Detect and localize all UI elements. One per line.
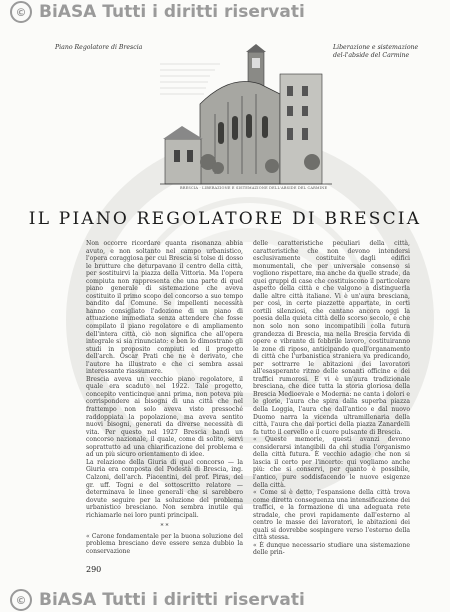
paragraph: « È dunque necessario studiare una sistemazione delle prin- (253, 541, 410, 557)
paragraph: « Carone fondamentale per la buona soluzione del problema bresciano deve essere senza dubbio la conservazione (86, 532, 243, 555)
paragraph: delle caratteristiche peculiari della città, caratteristiche che non devono intendersi esclusivamente costituite dagli edifici monumentali, che per universale consenso si vogliono rispettare, ma anche da quelle strade, da quei gruppi di case che costituiscono il particolare aspetto della città e che valgono a distinguerla dalle altre città italiane. Vi è un'aura bresciana, per così, in certe piazzette appartate, in certi cortili silenziosi, che cantano ancora oggi la poesia della quieta città dello scorso secolo, e che non solo non sono incompatibili colla futura grandezza di Brescia, ma nella Brescia fervida di opere e vibrante di febbrile lavoro, costituiranno le zone di riposo, anticipando quell'organamento di città che l'urbanistica straniera va predicando, per sottrarre le abitazioni dei lavoratori all'esasperante ritmo delle sonanti officine e dei traffici rumorosi. E vi è un'aura tradizionale bresciana, che dice tutta la storia gloriosa della Brescia Medioevale e Moderna: ne canta i dolori e le glorie, l'aura che spira dalla superba piazza della Loggia, l'aura che dall'antico e dal nuovo Duomo narra la vicenda ultramillenaria della città, l'aura che dai portici della piazza Zanardelli fa tutto il cervello e il cuore pulsante di Brescia. (253, 240, 410, 436)
copyright-text: BiASA Tutti i diritti riservati (39, 2, 305, 22)
text-column-left (86, 240, 243, 555)
article-title: IL PIANO REGOLATORE DI BRESCIA (28, 209, 422, 229)
paragraph: « Come si è detto, l'espansione della città trova come diretta conseguenza una intensificazione dei traffici, e la formazione di una adeguata rete stradale, che provi rapidamente dall'esterno al centro le masse dei lavoratori, le abitazioni dei quali si dovrebbe sospingere verso l'esterno della città stessa. (253, 489, 410, 542)
paragraph: La relazione della Giuria di quel concorso — la Giuria era composta del Podestà di Brescia, ing. Calzoni, dell'arch. Piacentini, del prof. Piras, del gr. uff. Togni e del sottoscritto relatore — determinava le linee generali che si sarebbero dovute seguire per la soluzione del problema urbanistico bresciano. Non sembra inutile qui richiamarle nei loro punti principali. (86, 458, 243, 519)
copyright-banner-top (0, 0, 450, 24)
copyright-icon: © (10, 1, 32, 23)
figure-caption-right: Liberazione e sistemazione del-l'abside del Carmine (333, 44, 419, 59)
copyright-banner-bottom (0, 588, 450, 612)
section-separator: * * (160, 523, 169, 531)
copyright-icon: © (10, 589, 32, 611)
copyright-text: BiASA Tutti i diritti riservati (39, 590, 305, 610)
church-apse-drawing (160, 44, 332, 192)
paragraph: « Queste memorie, questi avanzi devono considerarsi intangibili da chi studia l'organismo della città futura. È vecchio adagio che non si lascia il certo per l'incerto: qui vogliamo anche più: che si conservi, per quanto è possibile, l'antico, pure soddisfacendo le nuove esigenze della città. (253, 436, 410, 489)
drawing-caption: BRESCIA · LIBERAZIONE E SISTEMAZIONE DELL'ABSIDE DEL CARMINE (180, 186, 328, 190)
paragraph: Brescia aveva un vecchio piano regolatore, il quale era scaduto nel 1922. Tale progetto, concepito venticinque anni prima, non poteva più corrispondere ai bisogni di una città che nel frattempo non solo aveva visto pressoché raddoppiata la popolazione, ma aveva sentito nuovi bisogni, generati da diverse necessità di vita. Per questo nel 1927 Brescia bandì un concorso nazionale, il quale, come di solito, servì soprattutto ad una chiarificazione del problema e ad un più sicuro orientamento di idee. (86, 375, 243, 459)
figure-caption-left: Piano Regolatore di Brescia (55, 44, 143, 51)
page-number: 290 (86, 565, 102, 574)
text-column-right (253, 240, 410, 557)
paragraph: Non occorre ricordare quanta risonanza abbia avuto, e non soltanto nel campo urbanistico, l'opera coraggiosa per cui Brescia si tolse di dosso le brutture che deturpavano il centro della città, per sostituirvi la piazza della Vittoria. Ma l'opera compiuta non rappresenta che una parte di quel piano generale di sistemazione che aveva costituito il primo scopo del concorso a suo tempo bandito dal Comune. Se impellenti necessità hanno consigliato l'adozione di un piano di attuazione immediata senza attendere che fosse compilato il piano regolatore e di ampliamento dell'intera città, ciò non significa che all'opera integrale si sia rinunciato: e ben lo dimostrano gli studi in proposito compiuti ed il progetto dell'arch. Oscar Prati che ne è derivato, che l'autore ha illustrato e che ci sembra assai interessante riassumere. (86, 240, 243, 376)
